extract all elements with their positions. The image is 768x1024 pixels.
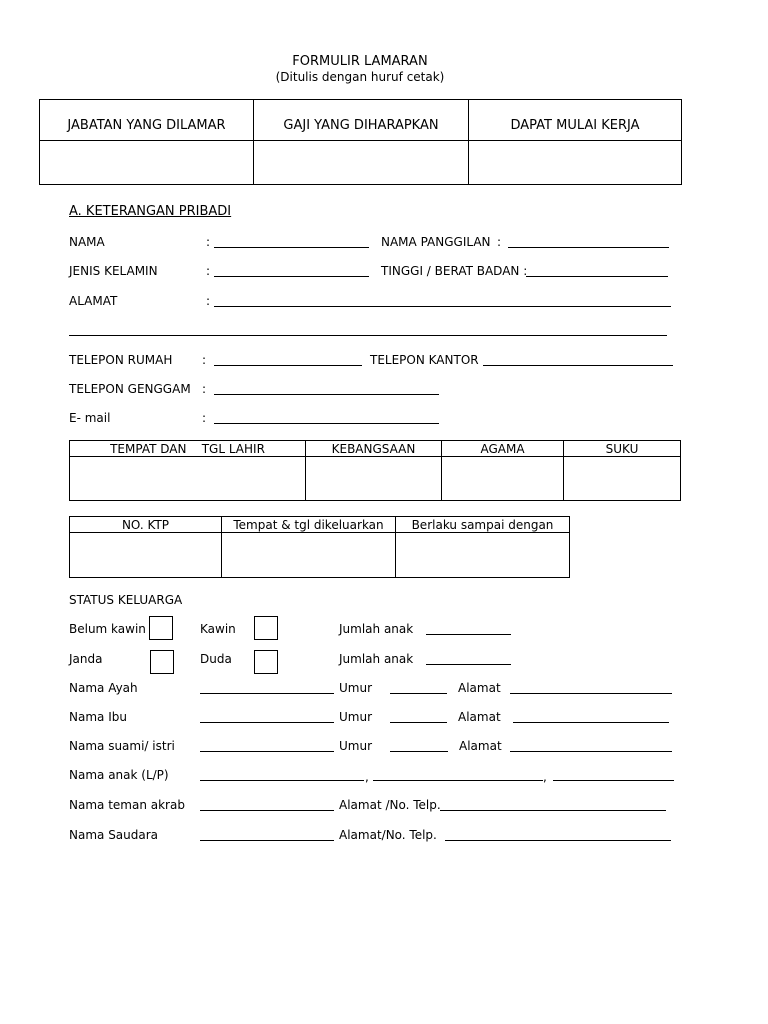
input-mulai-kerja[interactable] (471, 142, 679, 182)
input-nama-teman[interactable] (200, 810, 334, 811)
label-alamat-telp: Alamat/No. Telp. (339, 828, 437, 842)
input-kebangsaan[interactable] (308, 458, 439, 498)
label-tinggi-berat: TINGGI / BERAT BADAN : (381, 264, 528, 278)
input-tempat-tgl-lahir[interactable] (72, 458, 303, 498)
label-nama-anak: Nama anak (L/P) (69, 768, 169, 782)
input-agama[interactable] (444, 458, 561, 498)
label-jumlah-anak: Jumlah anak (339, 652, 414, 666)
label-telepon-rumah: TELEPON RUMAH (69, 353, 173, 367)
input-nama-ayah[interactable] (200, 693, 334, 694)
label-alamat-telp: Alamat /No. Telp. (339, 798, 441, 812)
header-jabatan: JABATAN YANG DILAMAR (67, 118, 226, 133)
label-telepon-kantor: TELEPON KANTOR (370, 353, 479, 367)
label-umur: Umur (339, 710, 373, 724)
label-umur: Umur (339, 739, 373, 753)
input-telepon-genggam[interactable] (214, 394, 439, 395)
checkbox-duda[interactable] (254, 650, 278, 674)
top-table (39, 99, 682, 185)
colon: : (497, 235, 502, 249)
input-jenis-kelamin[interactable] (214, 276, 369, 277)
input-alamat-telp-teman[interactable] (440, 810, 666, 811)
input-suku[interactable] (566, 458, 678, 498)
label-nama-teman: Nama teman akrab (69, 798, 185, 812)
input-email[interactable] (214, 423, 439, 424)
label-nama-saudara: Nama Saudara (69, 828, 159, 842)
input-berlaku-sampai[interactable] (398, 534, 567, 575)
colon: : (202, 353, 207, 367)
header-suku: SUKU (605, 442, 639, 456)
input-umur-ayah[interactable] (390, 693, 447, 694)
input-nama-suami-istri[interactable] (200, 751, 334, 752)
input-nama-anak-2[interactable] (373, 780, 543, 781)
label-alamat: ALAMAT (69, 294, 118, 308)
colon: : (202, 411, 207, 425)
header-agama: AGAMA (480, 442, 525, 456)
label-nama: NAMA (69, 235, 105, 249)
section-a-heading: A. KETERANGAN PRIBADI (69, 204, 232, 219)
label-umur: Umur (339, 681, 373, 695)
form-title: FORMULIR LAMARAN (292, 54, 428, 69)
input-jabatan[interactable] (42, 142, 251, 182)
input-no-ktp[interactable] (72, 534, 219, 575)
label-alamat: Alamat (458, 710, 501, 724)
input-telepon-rumah[interactable] (214, 365, 362, 366)
status-heading: STATUS KELUARGA (69, 593, 183, 607)
input-gaji[interactable] (256, 142, 466, 182)
input-alamat-line2[interactable] (69, 335, 667, 336)
label-jumlah-anak: Jumlah anak (339, 622, 414, 636)
checkbox-belum-kawin[interactable] (149, 616, 173, 640)
label-janda: Janda (69, 652, 103, 666)
input-nama-anak-3[interactable] (553, 780, 674, 781)
input-nama-ibu[interactable] (200, 722, 334, 723)
label-alamat: Alamat (459, 739, 502, 753)
input-tinggi-berat[interactable] (526, 276, 668, 277)
colon: : (206, 264, 211, 278)
label-nama-suami-istri: Nama suami/ istri (69, 739, 175, 753)
header-no-ktp: NO. KTP (121, 518, 170, 532)
colon: : (206, 294, 211, 308)
comma: , (543, 770, 547, 784)
input-nama-saudara[interactable] (200, 840, 334, 841)
input-alamat-telp-saudara[interactable] (445, 840, 671, 841)
label-email: E- mail (69, 411, 111, 425)
header-kebangsaan: KEBANGSAAN (331, 442, 416, 456)
label-nama-ayah: Nama Ayah (69, 681, 138, 695)
input-nama[interactable] (214, 247, 369, 248)
input-tempat-tgl-dikeluarkan[interactable] (224, 534, 393, 575)
input-nama-anak-1[interactable] (200, 780, 364, 781)
input-alamat-ayah[interactable] (510, 693, 672, 694)
form-subtitle: (Ditulis dengan huruf cetak) (275, 70, 445, 84)
colon: : (206, 235, 211, 249)
label-nama-ibu: Nama Ibu (69, 710, 127, 724)
input-jumlah-anak[interactable] (426, 634, 511, 635)
checkbox-janda[interactable] (150, 650, 174, 674)
label-telepon-genggam: TELEPON GENGGAM (69, 382, 191, 396)
header-mulai-kerja: DAPAT MULAI KERJA (510, 118, 640, 133)
colon: : (202, 382, 207, 396)
input-alamat[interactable] (214, 306, 671, 307)
checkbox-kawin[interactable] (254, 616, 278, 640)
birth-table (69, 440, 681, 501)
input-alamat-ibu[interactable] (513, 722, 669, 723)
comma: , (365, 770, 369, 784)
header-tempat-tgl-lahir: TEMPAT DAN TGL LAHIR (110, 442, 265, 456)
label-kawin: Kawin (200, 622, 236, 636)
input-nama-panggilan[interactable] (508, 247, 669, 248)
label-alamat: Alamat (458, 681, 501, 695)
input-alamat-suami-istri[interactable] (510, 751, 672, 752)
label-nama-panggilan: NAMA PANGGILAN (381, 235, 491, 249)
input-jumlah-anak-2[interactable] (426, 664, 511, 665)
header-berlaku-sampai: Berlaku sampai dengan (411, 518, 554, 532)
input-telepon-kantor[interactable] (483, 365, 673, 366)
input-umur-suami-istri[interactable] (390, 751, 448, 752)
input-umur-ibu[interactable] (390, 722, 447, 723)
header-gaji: GAJI YANG DIHARAPKAN (283, 118, 439, 133)
label-jenis-kelamin: JENIS KELAMIN (69, 264, 158, 278)
ktp-table (69, 516, 570, 578)
header-tempat-tgl-dikeluarkan: Tempat & tgl dikeluarkan (233, 518, 384, 532)
label-belum-kawin: Belum kawin (69, 622, 146, 636)
label-duda: Duda (200, 652, 232, 666)
